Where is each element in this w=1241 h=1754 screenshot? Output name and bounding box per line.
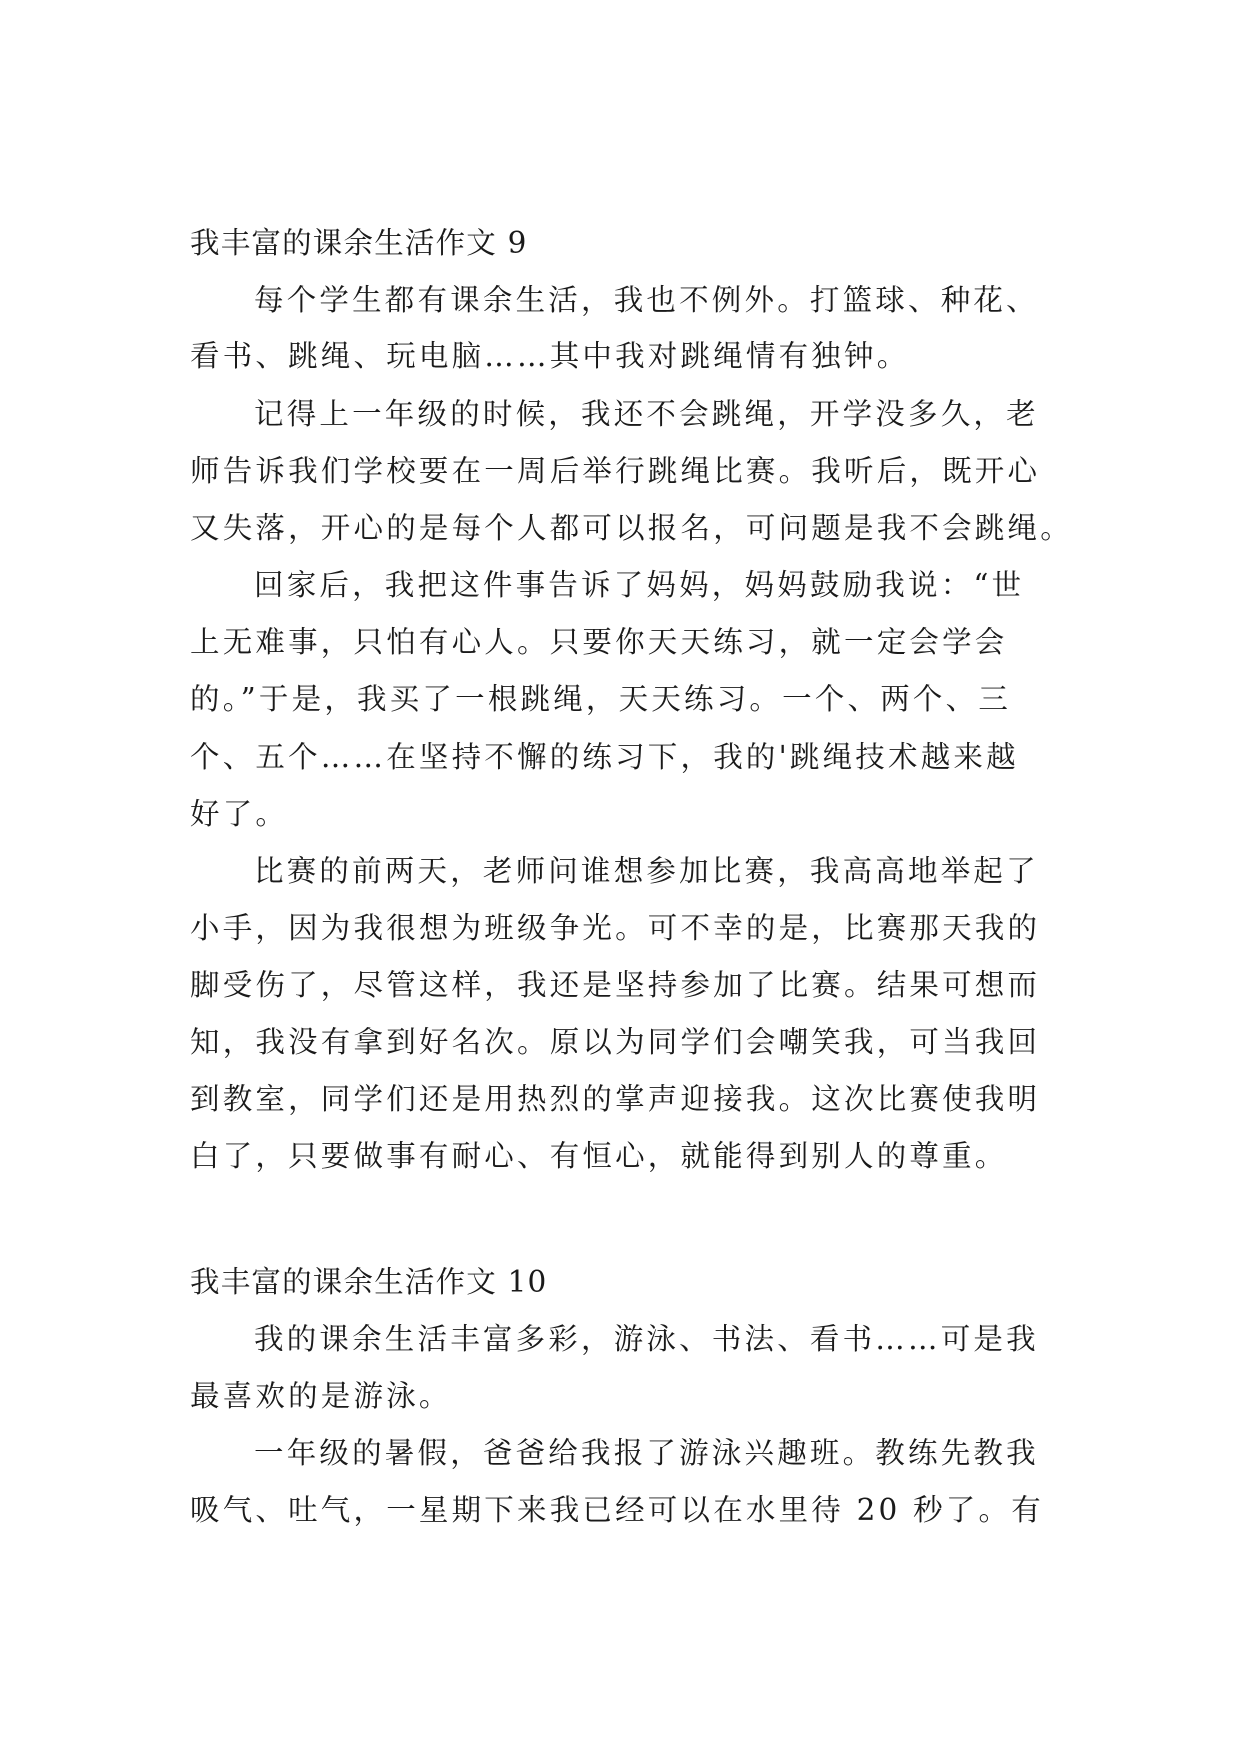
paragraph-line: 又失落，开心的是每个人都可以报名，可问题是我不会跳绳。 bbox=[190, 511, 1073, 545]
paragraph-line: 我的课余生活丰富多彩，游泳、书法、看书……可是我 bbox=[254, 1322, 1039, 1356]
paragraph-line: 吸气、吐气，一星期下来我已经可以在水里待 20 秒了。有 bbox=[190, 1493, 1044, 1527]
paragraph-line: 的。”于是，我买了一根跳绳，天天练习。一个、两个、三 bbox=[190, 682, 1012, 716]
essay-9-title: 我丰富的课余生活作文 9 bbox=[190, 226, 528, 260]
paragraph-line: 看书、跳绳、玩电脑……其中我对跳绳情有独钟。 bbox=[190, 339, 910, 373]
paragraph-line: 小手，因为我很想为班级争光。可不幸的是，比赛那天我的 bbox=[190, 911, 1041, 945]
paragraph-line: 最喜欢的是游泳。 bbox=[190, 1379, 452, 1413]
paragraph-line: 一年级的暑假，爸爸给我报了游泳兴趣班。教练先教我 bbox=[254, 1436, 1039, 1470]
paragraph-line: 比赛的前两天，老师问谁想参加比赛，我高高地举起了 bbox=[254, 854, 1039, 888]
paragraph-line: 上无难事，只怕有心人。只要你天天练习，就一定会学会 bbox=[190, 625, 1008, 659]
paragraph-line: 知，我没有拿到好名次。原以为同学们会嘲笑我，可当我回 bbox=[190, 1025, 1041, 1059]
paragraph-line: 记得上一年级的时候，我还不会跳绳，开学没多久，老 bbox=[254, 397, 1039, 431]
paragraph-line: 脚受伤了，尽管这样，我还是坚持参加了比赛。结果可想而 bbox=[190, 968, 1041, 1002]
paragraph-line: 个、五个……在坚持不懈的练习下，我的'跳绳技术越来越 bbox=[190, 740, 1019, 774]
paragraph-line: 好了。 bbox=[190, 797, 289, 831]
paragraph-line: 白了，只要做事有耐心、有恒心，就能得到别人的尊重。 bbox=[190, 1139, 1008, 1173]
paragraph-line: 到教室，同学们还是用热烈的掌声迎接我。这次比赛使我明 bbox=[190, 1082, 1041, 1116]
essay-10-title: 我丰富的课余生活作文 10 bbox=[190, 1265, 548, 1299]
paragraph-line: 每个学生都有课余生活，我也不例外。打篮球、种花、 bbox=[254, 283, 1039, 317]
paragraph-line: 回家后，我把这件事告诉了妈妈，妈妈鼓励我说：“世 bbox=[254, 568, 1025, 602]
paragraph-line: 师告诉我们学校要在一周后举行跳绳比赛。我听后，既开心 bbox=[190, 454, 1041, 488]
